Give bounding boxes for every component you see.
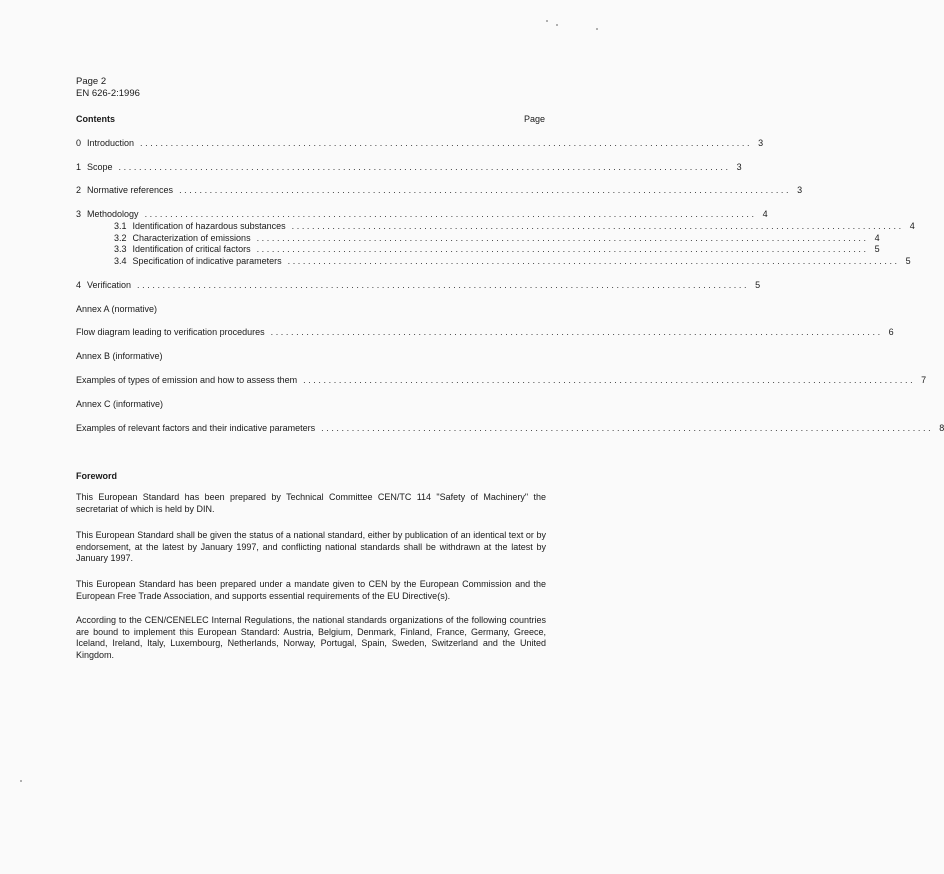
scan-speck: [596, 28, 598, 30]
toc-entry-3-4[interactable]: [114, 256, 911, 267]
scan-speck: [556, 24, 558, 26]
toc-title: Introduction: [87, 138, 135, 148]
page-column-label: Page: [524, 114, 546, 124]
toc-page: 3: [736, 162, 742, 172]
toc-entry-annex-c[interactable]: [76, 423, 944, 434]
toc-page: 7: [921, 375, 927, 385]
toc-leader: ........................................................................................................................: [321, 423, 934, 433]
annex-b-heading: Annex B (informative): [76, 351, 163, 361]
toc-page: 5: [874, 244, 880, 254]
toc-page: 5: [905, 256, 911, 266]
foreword-paragraph: This European Standard has been prepared under a mandate given to CEN by the European Commission and the European Free Trade Association, and supports essential requirements of the EU Directive(s).: [76, 579, 546, 601]
foreword-paragraph: This European Standard shall be given the status of a national standard, either by publication of an identical text or by endorsement, at the latest by January 1997, and conflicting national standards shall be withdrawn at the latest by January 1997.: [76, 530, 546, 564]
toc-title: Verification: [87, 280, 132, 290]
toc-leader: ........................................................................................................................: [287, 256, 900, 266]
toc-leader: ........................................................................................................................: [291, 221, 904, 231]
toc-leader: ........................................................................................................................: [303, 375, 916, 385]
toc-leader: ........................................................................................................................: [270, 327, 883, 337]
foreword-title: Foreword: [76, 471, 118, 481]
annex-c-heading: Annex C (informative): [76, 399, 164, 409]
toc-leader: ........................................................................................................................: [256, 233, 869, 243]
toc-entry-3-1[interactable]: [114, 221, 915, 232]
toc-entry-methodology[interactable]: [76, 209, 768, 220]
toc-title: Scope: [87, 162, 113, 172]
standard-id: EN 626-2:1996: [76, 88, 140, 99]
toc-title: Examples of types of emission and how to assess them: [76, 375, 298, 385]
foreword-paragraph: According to the CEN/CENELEC Internal Regulations, the national standards organizations of the following countries are bound to implement this European Standard: Austria, Belgium, Denmark, Finland, France, Germany, Greece, Iceland, Ireland, Italy, Luxembourg, Netherlands, Norway, Portugal, Spain, Sweden, Switzerland and the United Kingdom.: [76, 615, 546, 660]
scan-speck: [546, 20, 548, 22]
toc-page: 6: [888, 327, 894, 337]
toc-entry-verification[interactable]: [76, 280, 761, 291]
toc-entry-annex-b[interactable]: [76, 375, 927, 386]
toc-entry-3-2[interactable]: [114, 233, 880, 244]
toc-num: 2: [76, 185, 82, 195]
toc-entry-normative-references[interactable]: [76, 185, 803, 196]
contents-title: Contents: [76, 114, 115, 124]
foreword-paragraph: This European Standard has been prepared by Technical Committee CEN/TC 114 "Safety of Machinery" the secretariat of which is held by DIN.: [76, 492, 546, 514]
toc-num: 0: [76, 138, 82, 148]
toc-title: Examples of relevant factors and their indicative parameters: [76, 423, 316, 433]
toc-leader: ........................................................................................................................: [144, 209, 757, 219]
toc-num: 3.1: [114, 221, 127, 231]
toc-leader: ........................................................................................................................: [137, 280, 750, 290]
toc-page: 4: [909, 221, 915, 231]
toc-num: 3.3: [114, 244, 127, 254]
toc-num: 3.2: [114, 233, 127, 243]
toc-page: 5: [755, 280, 761, 290]
toc-title: Identification of hazardous substances: [132, 221, 286, 231]
toc-entry-scope[interactable]: [76, 162, 742, 173]
toc-num: 1: [76, 162, 82, 172]
toc-page: 4: [874, 233, 880, 243]
toc-entry-annex-a[interactable]: [76, 327, 894, 338]
toc-title: Flow diagram leading to verification procedures: [76, 327, 265, 337]
toc-page: 3: [797, 185, 803, 195]
toc-page: 4: [762, 209, 768, 219]
annex-a-heading: Annex A (normative): [76, 304, 158, 314]
toc-leader: ........................................................................................................................: [179, 185, 792, 195]
toc-num: 3: [76, 209, 82, 219]
toc-leader: ........................................................................................................................: [256, 244, 869, 254]
page-number: Page 2: [76, 76, 107, 87]
toc-entry-3-3[interactable]: [114, 244, 880, 255]
toc-title: Normative references: [87, 185, 174, 195]
toc-page: 3: [758, 138, 764, 148]
scan-speck: [20, 780, 22, 782]
toc-page: 8: [939, 423, 944, 433]
toc-title: Specification of indicative parameters: [132, 256, 282, 266]
toc-num: 3.4: [114, 256, 127, 266]
toc-title: Identification of critical factors: [132, 244, 251, 254]
toc-title: Characterization of emissions: [132, 233, 251, 243]
toc-num: 4: [76, 280, 82, 290]
toc-leader: ........................................................................................................................: [118, 162, 731, 172]
toc-title: Methodology: [87, 209, 139, 219]
toc-leader: ........................................................................................................................: [140, 138, 753, 148]
toc-entry-introduction[interactable]: [76, 138, 764, 149]
